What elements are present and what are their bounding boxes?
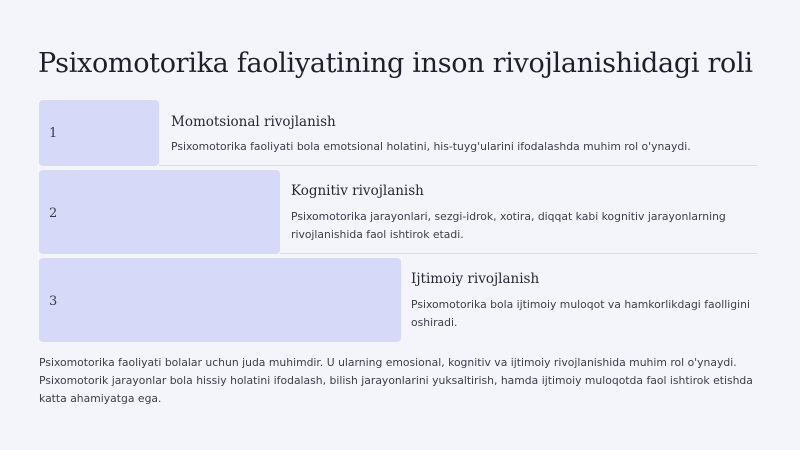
- summary-paragraph: Psixomotorika faoliyati bolalar uchun juda muhimdir. U ularning emosional, kognitiv va ijtimoiy rivojlanishida muhim rol o'ynaydi. Psixomotorik jarayonlar bola hissiy holatini ifodalash, bilish jarayonlarini yuksaltirish, hamda ijtimoiy muloqotda faol ishtirok etishda katta ahamiyatga ega.: [39, 356, 753, 405]
- step-heading: Kognitiv rivojlanish: [291, 183, 424, 199]
- step-bar: [39, 258, 401, 342]
- step-description: Psixomotorika faoliyati bola emotsional holatini, his-tuyg'ularini ifodalashda muhim rol o'ynaydi.: [171, 140, 691, 153]
- step-1: [39, 100, 759, 166]
- step-number: 2: [49, 206, 58, 221]
- step-number: 3: [49, 294, 58, 309]
- step-description: Psixomotorika jarayonlari, sezgi-idrok, xotira, diqqat kabi kognitiv jarayonlarning rivojlanishida faol ishtirok etadi.: [291, 210, 726, 241]
- step-heading: Momotsional rivojlanish: [171, 114, 336, 130]
- step-heading: Ijtimoiy rivojlanish: [411, 271, 540, 287]
- step-divider: [159, 165, 757, 166]
- step-bar: [39, 170, 280, 254]
- step-description: Psixomotorika bola ijtimoiy muloqot va hamkorlikdagi faolligini oshiradi.: [411, 298, 750, 329]
- step-divider: [280, 253, 757, 254]
- step-3: [39, 258, 759, 342]
- slide-title: Psixomotorika faoliyatining inson rivojlanishidagi roli: [38, 48, 753, 79]
- step-2: [39, 170, 759, 254]
- step-number: 1: [49, 126, 58, 141]
